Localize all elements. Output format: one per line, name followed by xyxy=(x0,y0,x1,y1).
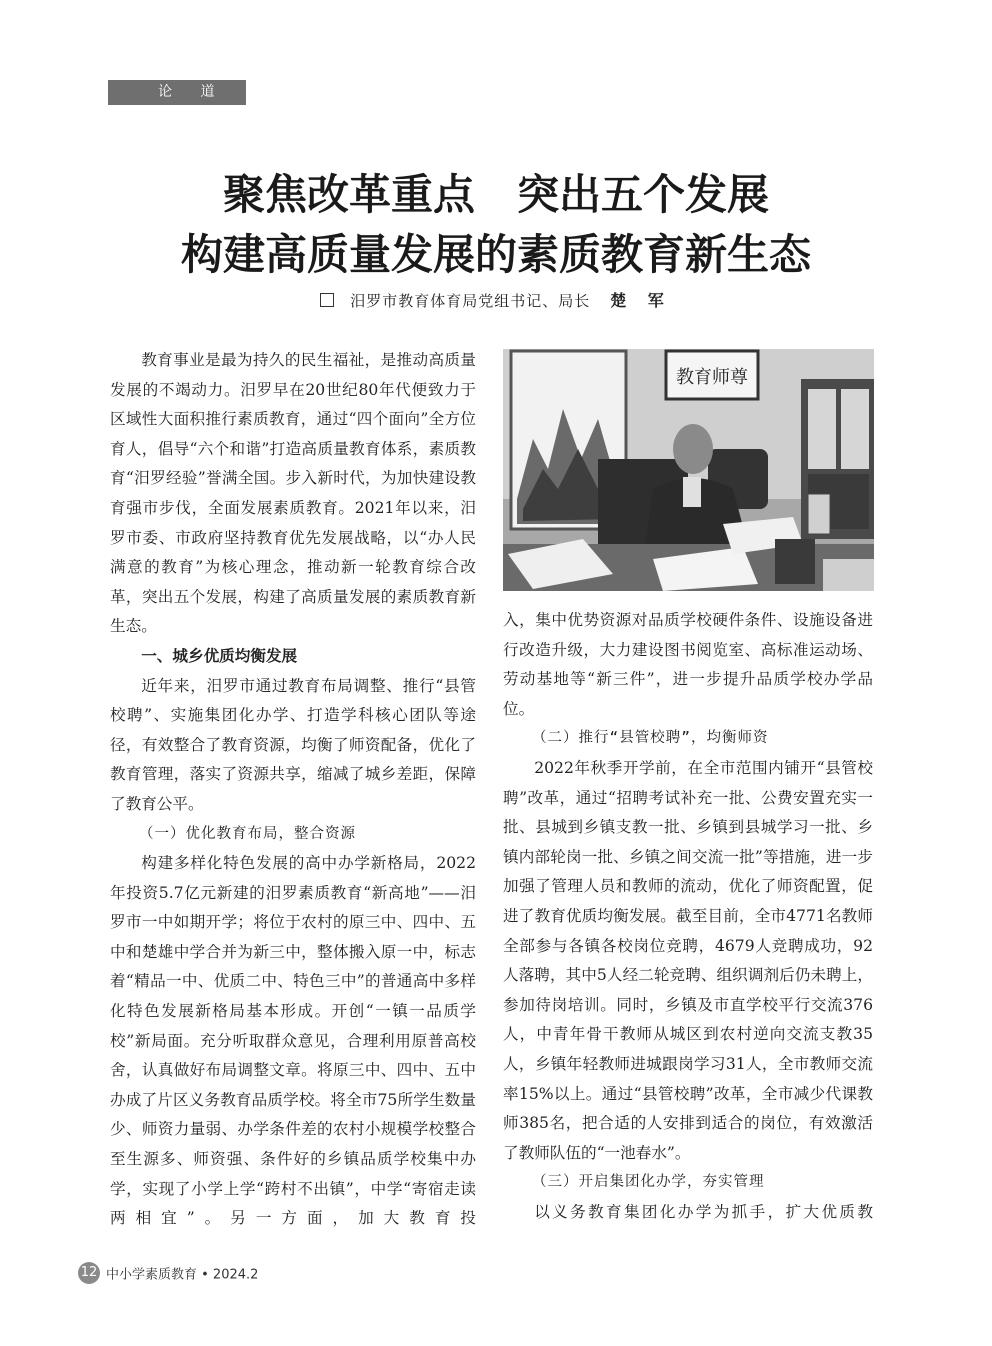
left-column xyxy=(110,346,476,1234)
author-affiliation: 汨罗市教育体育局党组书记、局长 xyxy=(350,292,591,310)
article-title-line1: 聚焦改革重点 突出五个发展 xyxy=(222,170,769,219)
section-tag: 论 道 xyxy=(108,80,246,105)
subsection-heading: （三）开启集团化办学，夯实管理 xyxy=(532,1174,765,1191)
office-photo-icon xyxy=(503,349,874,591)
subsection-heading: （二）推行“县管校聘”，均衡师资 xyxy=(532,730,769,747)
paragraph: 2022年秋季开学前，在全市范围内铺开“县管校聘”改革，通过“招聘考试补充一批、公费安置充实一批、县城到乡镇支教一批、乡镇到县城学习一批、乡镇内部轮岗一批、乡镇之间交流一批”等措施，进一步加强了管理人员和教师的流动，优化了师资配置，促进了教育优质均衡发展。截至目前，全市4771名教师全部参与各镇各校岗位竞聘，4679人竞聘成功，92人落聘，其中5人经二轮竞聘、组织调剂后仍未聘上，参加待岗培训。同时，乡镇及市直学校平行交流376人，中青年骨干教师从城区到农村逆向交流支教35人，乡镇年轻教师进城跟岗学习31人，全市教师交流率15%以上。通过“县管校聘”改革，全市减少代课教师385名，把合适的人安排到适合的岗位，有效激活了教师队伍的“一池春水”。 xyxy=(503,758,873,1162)
scroll-calligraphy: 教育师尊 xyxy=(676,367,748,388)
paragraph: 以义务教育集团化办学为抓手，扩大优质教 xyxy=(534,1202,873,1221)
square-bullet-icon xyxy=(320,293,334,307)
section-heading: 一、城乡优质均衡发展 xyxy=(141,646,298,665)
office-photo xyxy=(503,349,874,591)
paragraph: 近年来，汨罗市通过教育布局调整、推行“县管校聘”、实施集团化办学、打造学科核心团队等途径，有效整合了教育资源，均衡了师资配备，优化了教育管理，落实了资源共享，缩减了城乡差距，保障了教育公平。 xyxy=(110,676,476,813)
author-name: 楚 军 xyxy=(610,291,672,310)
right-column xyxy=(503,606,873,1227)
journal-name: 中小学素质教育 • 2024.2 xyxy=(106,1267,259,1283)
byline xyxy=(0,288,992,311)
page-footer xyxy=(78,1262,258,1284)
paragraph: 教育事业是最为持久的民生福祉，是推动高质量发展的不竭动力。汨罗早在20世纪80年代便致力于区域性大面积推行素质教育，通过“四个面向”全方位育人，倡导“六个和谐”打造高质量教育体系，素质教育“汨罗经验”誉满全国。步入新时代，为加快建设教育强市步伐，全面发展素质教育。2021年以来，汨罗市委、市政府坚持教育优先发展战略，以“办人民满意的教育”为核心理念，推动新一轮教育综合改革，突出五个发展，构建了高质量发展的素质教育新生态。 xyxy=(110,351,476,636)
paragraph: 入，集中优势资源对品质学校硬件条件、设施设备进行改造升级，大力建设图书阅览室、高标准运动场、劳动基地等“新三件”，进一步提升品质学校办学品位。 xyxy=(503,611,873,718)
subsection-heading: （一）优化教育布局，整合资源 xyxy=(139,825,356,842)
page-number: 12 xyxy=(78,1262,100,1284)
article-title-line2: 构建高质量发展的素质教育新生态 xyxy=(180,230,811,279)
paragraph: 构建多样化特色发展的高中办学新格局，2022年投资5.7亿元新建的汨罗素质教育“新高地”——汨罗市一中如期开学；将位于农村的原三中、四中、五中和楚雄中学合并为新三中，整体搬入原一中，标志着“精品一中、优质二中、特色三中”的普通高中多样化特色发展新格局基本形成。开创“一镇一品质学校”新局面。充分听取群众意见，合理利用原普高校舍，认真做好布局调整文章。将原三中、四中、五中办成了片区义务教育品质学校。将全市75所学生数量少、师资力量弱、办学条件差的农村小规模学校整合至生源多、师资强、条件好的乡镇品质学校集中办学，实现了小学上学“跨村不出镇”，中学“寄宿走读两相宜”。另一方面，加大教育投 xyxy=(110,854,476,1228)
